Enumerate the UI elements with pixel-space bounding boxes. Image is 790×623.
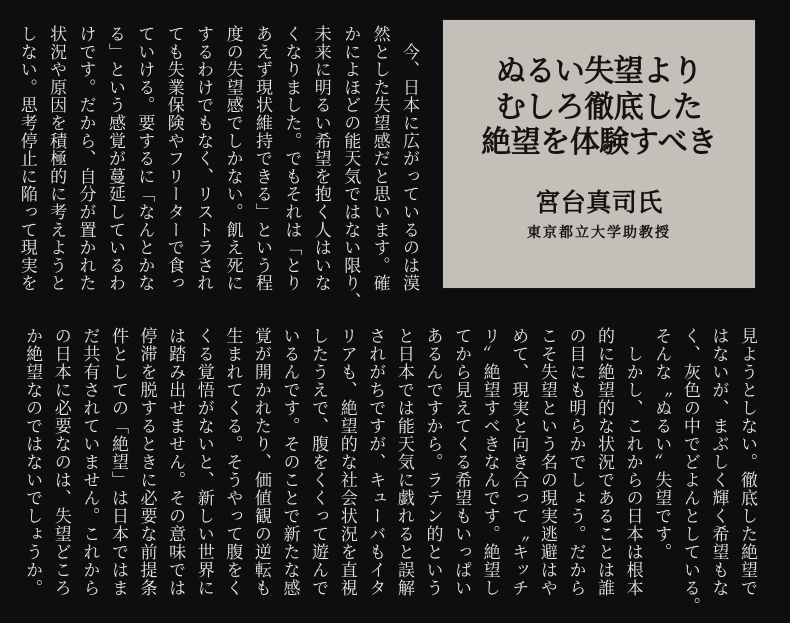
text-column: するわけでもなく、リストラされ: [193, 25, 214, 292]
bottom-text-block: [17, 327, 761, 615]
text-column: 然とした失望感だと思います。確: [369, 25, 390, 292]
headline-line: むしろ徹底した: [495, 89, 703, 125]
text-column: 停滞を脱するときに必要な前提条: [136, 327, 157, 597]
text-column: しない。思考停止に陥って現実を: [16, 25, 37, 292]
text-column: 見ようとしない。徹底した絶望で: [737, 327, 757, 597]
text-column: したうえで、腹をくくって遊んで: [308, 327, 329, 597]
headline-line: 絶望を体験すべき: [481, 125, 717, 160]
headline: [443, 20, 755, 161]
text-column: 今、日本に広がっているのは漠: [399, 25, 419, 292]
pull-quote-panel: [443, 20, 755, 288]
text-column: の日本に必要なのは、失望どころ: [50, 327, 71, 597]
text-column: されがちですが、キューバもイタ: [365, 327, 386, 597]
text-column: けです。だから、自分が置かれた: [75, 25, 96, 292]
text-column: いるんです。そのことで新たな感: [279, 327, 300, 597]
text-column: そんな〝ぬるい〟失望です。: [651, 327, 672, 561]
text-column: あるんですから。ラテン的という: [422, 327, 443, 597]
text-column: はないが、まぶしく輝く希望もな: [708, 327, 729, 597]
text-column: リアも、絶望的な社会状況を直視: [336, 327, 357, 597]
text-column: く、灰色の中でどよんとしている。: [679, 327, 700, 615]
headline-line: ぬるい失望より: [495, 54, 703, 89]
speaker-title: 東京都立大学助教授: [527, 224, 671, 241]
text-column: くなりました。でもそれは「とり: [281, 25, 302, 292]
text-column: くる覚悟がないと、新しい世界に: [193, 327, 214, 597]
text-column: しかし、これからの日本は根本: [622, 327, 643, 597]
text-column: る」という感覚が蔓延しているわ: [104, 25, 125, 292]
text-column: 状況や原因を積極的に考えようと: [46, 25, 67, 292]
text-column: か絶望なのではないでしょうか。: [22, 327, 43, 597]
text-column: 生まれてくる。そうやって腹をく: [222, 327, 243, 597]
text-column: かによほどの能天気ではない限り、: [340, 25, 361, 310]
text-column: あえず現状維持できる」という程: [251, 25, 272, 292]
text-column: の目にも明らかでしょう。だから: [565, 327, 586, 597]
text-column: だ共有されていません。これから: [79, 327, 100, 597]
text-column: てから見えてくる希望もいっぱい: [451, 327, 472, 597]
text-column: ても失業保険やフリーターで食っ: [163, 25, 184, 292]
text-column: 件としての「絶望」は日本ではま: [107, 327, 128, 597]
speaker-name: 宮台真司氏: [535, 187, 663, 217]
text-column: ていける。要するに「なんとかな: [134, 25, 155, 292]
text-column: リ〟絶望すべきなんです。絶望し: [479, 327, 500, 597]
text-column: こそ失望という名の現実逃避はや: [536, 327, 557, 597]
text-column: 度の失望感でしかない。飢え死に: [222, 25, 243, 292]
text-column: は踏み出せません。その意味では: [165, 327, 186, 597]
text-column: 覚が開かれたり、価値観の逆転も: [250, 327, 271, 597]
text-column: めて、現実と向き合って〝キッチ: [508, 327, 529, 597]
text-column: 未来に明るい希望を抱く人はいな: [310, 25, 331, 292]
top-text-block: [11, 25, 423, 310]
text-column: と日本では能天気に戯れると誤解: [393, 327, 414, 597]
text-column: 的に絶望的な状況であることは誰: [594, 327, 615, 597]
